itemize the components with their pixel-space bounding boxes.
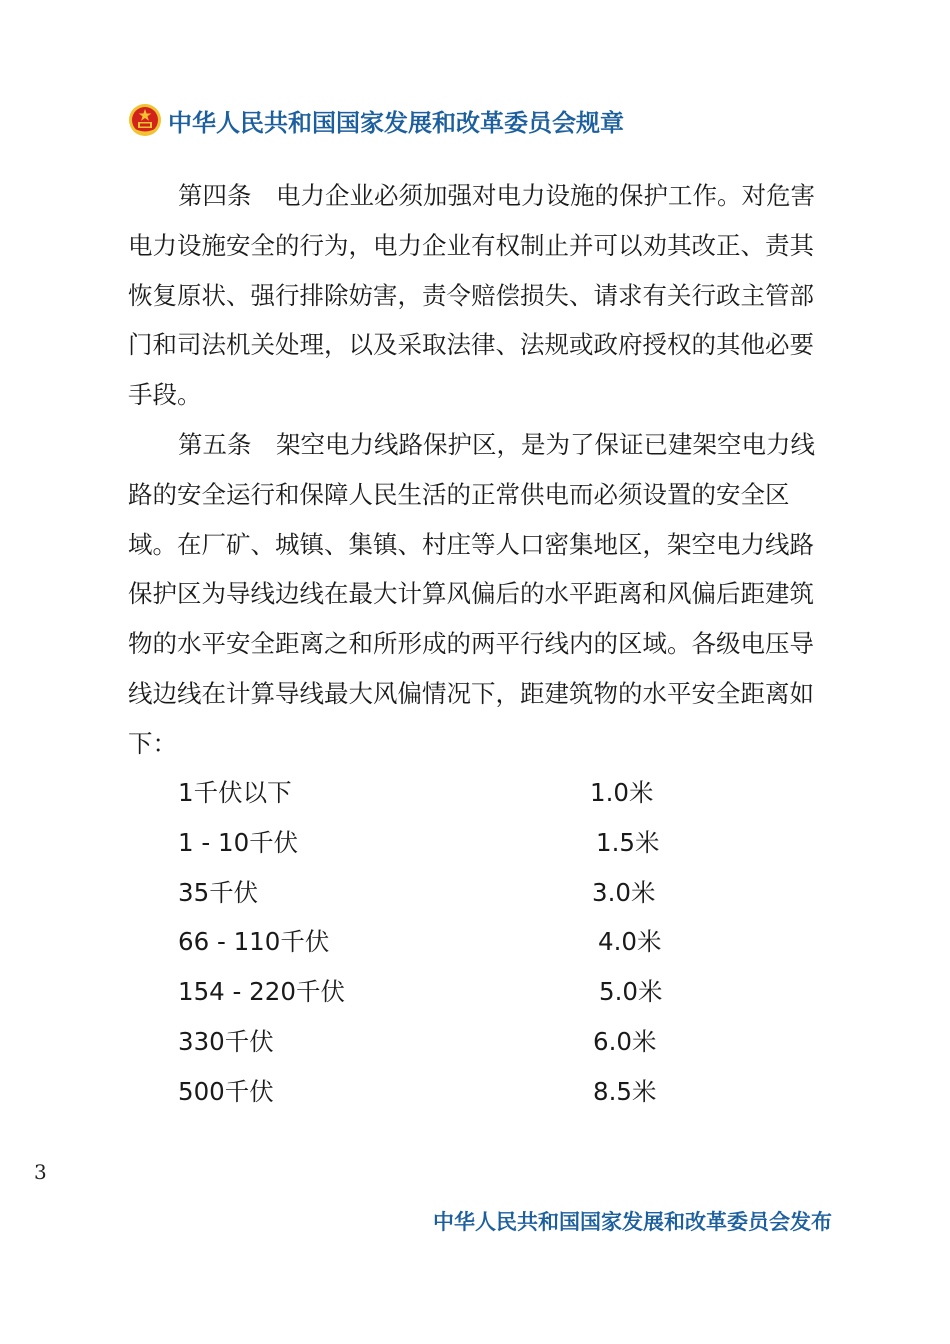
distance-row <box>178 967 698 1017</box>
voltage-label: 330千伏 <box>178 1026 274 1056</box>
page-footer: 中华人民共和国国家发展和改革委员会发布 <box>433 1209 832 1234</box>
distance-value: 6.0米 <box>593 1026 657 1056</box>
article-4-paragraph: 第四条 电力企业必须加强对电力设施的保护工作。对危害电力设施安全的行为，电力企业有权制止并可以劝其改正、责其恢复原状、强行排除妨害，责令赔偿损失、请求有关行政主管部门和司法机关处理，以及采取法律、法规或政府授权的其他必要手段。 <box>128 181 815 410</box>
voltage-label: 500千伏 <box>178 1076 274 1106</box>
distance-value: 3.0米 <box>592 877 656 907</box>
distance-value: 4.0米 <box>598 927 662 957</box>
voltage-label: 35千伏 <box>178 877 259 907</box>
distance-row <box>178 818 698 868</box>
distance-value: 8.5米 <box>593 1076 657 1106</box>
distance-row <box>178 1017 698 1067</box>
voltage-label: 154 - 220千伏 <box>178 977 345 1007</box>
voltage-label: 1千伏以下 <box>178 778 292 807</box>
voltage-label: 1 - 10千伏 <box>178 827 299 857</box>
distance-row <box>178 917 698 967</box>
voltage-label: 66 - 110千伏 <box>178 927 330 957</box>
distance-value: 1.0米 <box>590 778 654 807</box>
distance-row <box>178 868 698 918</box>
distance-row <box>178 768 698 818</box>
header-title: 中华人民共和国国家发展和改革委员会规章 <box>168 108 624 137</box>
national-emblem-icon <box>128 103 162 137</box>
article-body <box>128 171 832 769</box>
distance-value: 5.0米 <box>599 977 663 1007</box>
distance-value: 1.5米 <box>596 827 660 857</box>
distance-row <box>178 1067 698 1117</box>
article-5-paragraph: 第五条 架空电力线路保护区，是为了保证已建架空电力线路的安全运行和保障人民生活的正常供电而必须设置的安全区域。在厂矿、城镇、集镇、村庄等人口密集地区，架空电力线路保护区为导线边线在最大计算风偏后的水平距离和风偏后距建筑物的水平安全距离之和所形成的两平行线内的区域。各级电压导线边线在计算导线最大风偏情况下，距建筑物的水平安全距离如下： <box>128 429 815 758</box>
page-header <box>128 100 624 140</box>
distance-table <box>178 768 698 1117</box>
page-number: 3 <box>34 1160 47 1184</box>
